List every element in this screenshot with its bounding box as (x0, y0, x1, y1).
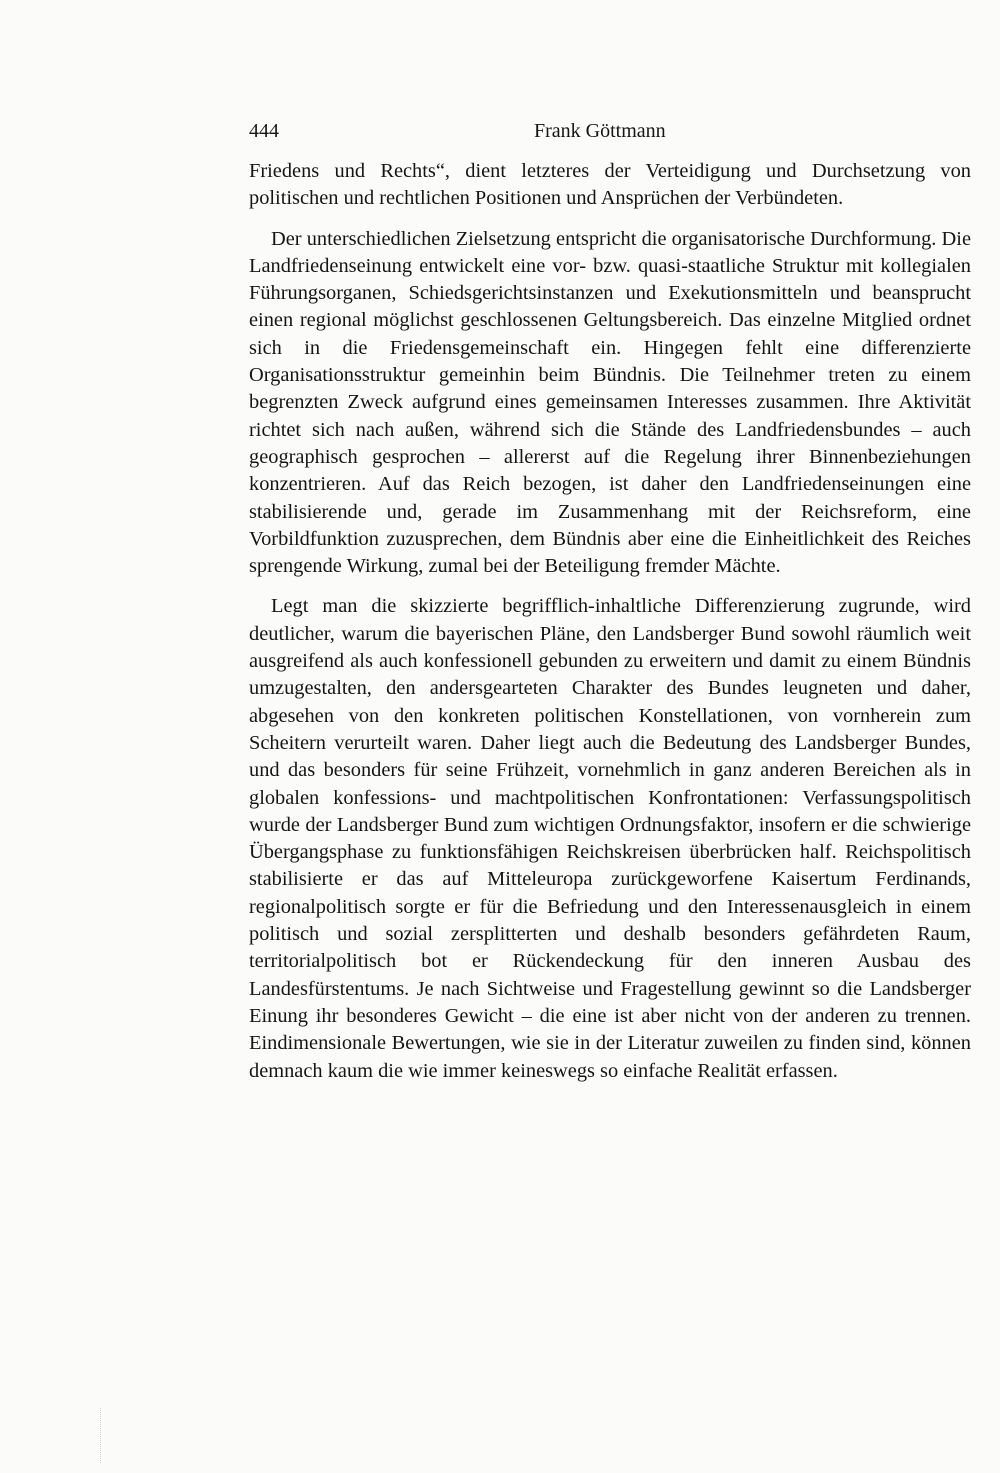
paragraph: Der unterschiedlichen Zielsetzung entspricht die organisatorische Durchformung. Die Landfriedenseinung entwickelt eine vor- bzw. quasi-staatliche Struktur mit kollegialen Führungsorganen, Schiedsgerichtsinstanzen und Exekutionsmitteln und beansprucht einen regional möglichst geschlossenen Geltungsbereich. Das einzelne Mitglied ordnet sich in die Friedensgemeinschaft ein. Hingegen fehlt eine differenzierte Organisationsstruktur gemeinhin beim Bündnis. Die Teilnehmer treten zu einem begrenzten Zweck aufgrund eines gemeinsamen Interesses zusammen. Ihre Aktivität richtet sich nach außen, während sich die Stände des Landfriedensbundes – auch geographisch gesprochen – allererst auf die Regelung ihrer Binnenbeziehungen konzentrieren. Auf das Reich bezogen, ist daher den Landfriedenseinungen eine stabilisierende und, gerade im Zusammenhang mit der Reichsreform, eine Vorbildfunktion zuzusprechen, dem Bündnis aber eine die Einheitlichkeit des Reiches sprengende Wirkung, zumal bei der Beteiligung fremder Mächte. (249, 227, 971, 578)
paragraph-continuation: Friedens und Rechts“, dient letzteres der Verteidigung und Durchsetzung von politischen und rechtlichen Positionen und Ansprüchen der Verbündeten. (249, 160, 971, 210)
body-text (249, 158, 971, 1098)
paragraph: Legt man die skizzierte begrifflich-inhaltliche Differenzierung zugrunde, wird deutlicher, warum die bayerischen Pläne, den Landsberger Bund sowohl räumlich weit ausgreifend als auch konfessionell gebunden zu erweitern und damit zu einem Bündnis umzugestalten, den andersgearteten Charakter des Bundes leugneten und daher, abgesehen von den konkreten politischen Konstellationen, von vornherein zum Scheitern verurteilt waren. Daher liegt auch die Bedeutung des Landsberger Bundes, und das besonders für seine Frühzeit, vornehmlich in ganz anderen Bereichen als in globalen konfessions- und machtpolitischen Konfrontationen: Verfassungspolitisch wurde der Landsberger Bund zum wichtigen Ordnungsfaktor, insofern er die schwierige Übergangsphase zu funktionsfähigen Reichskreisen überbrücken half. Reichspolitisch stabilisierte er das auf Mitteleuropa zurückgeworfene Kaisertum Ferdinands, regionalpolitisch sorgte er für die Befriedung und den Interessenausgleich in einem politisch und sozial zersplitterten und deshalb besonders gefährdeten Raum, territorialpolitisch bot er Rückendeckung für den inneren Ausbau des Landesfürstentums. Je nach Sichtweise und Fragestellung gewinnt so die Landsberger Einung ihr besonderes Gewicht – die eine ist aber nicht von der anderen zu trennen. Eindimensionale Bewertungen, wie sie in der Literatur zuweilen zu finden sind, können demnach kaum die wie immer keineswegs so einfache Realität erfassen. (249, 595, 971, 1082)
running-head (249, 116, 971, 146)
running-head-author: Frank Göttmann (534, 120, 666, 142)
page-number: 444 (249, 120, 279, 142)
scan-artifact (100, 1408, 109, 1463)
